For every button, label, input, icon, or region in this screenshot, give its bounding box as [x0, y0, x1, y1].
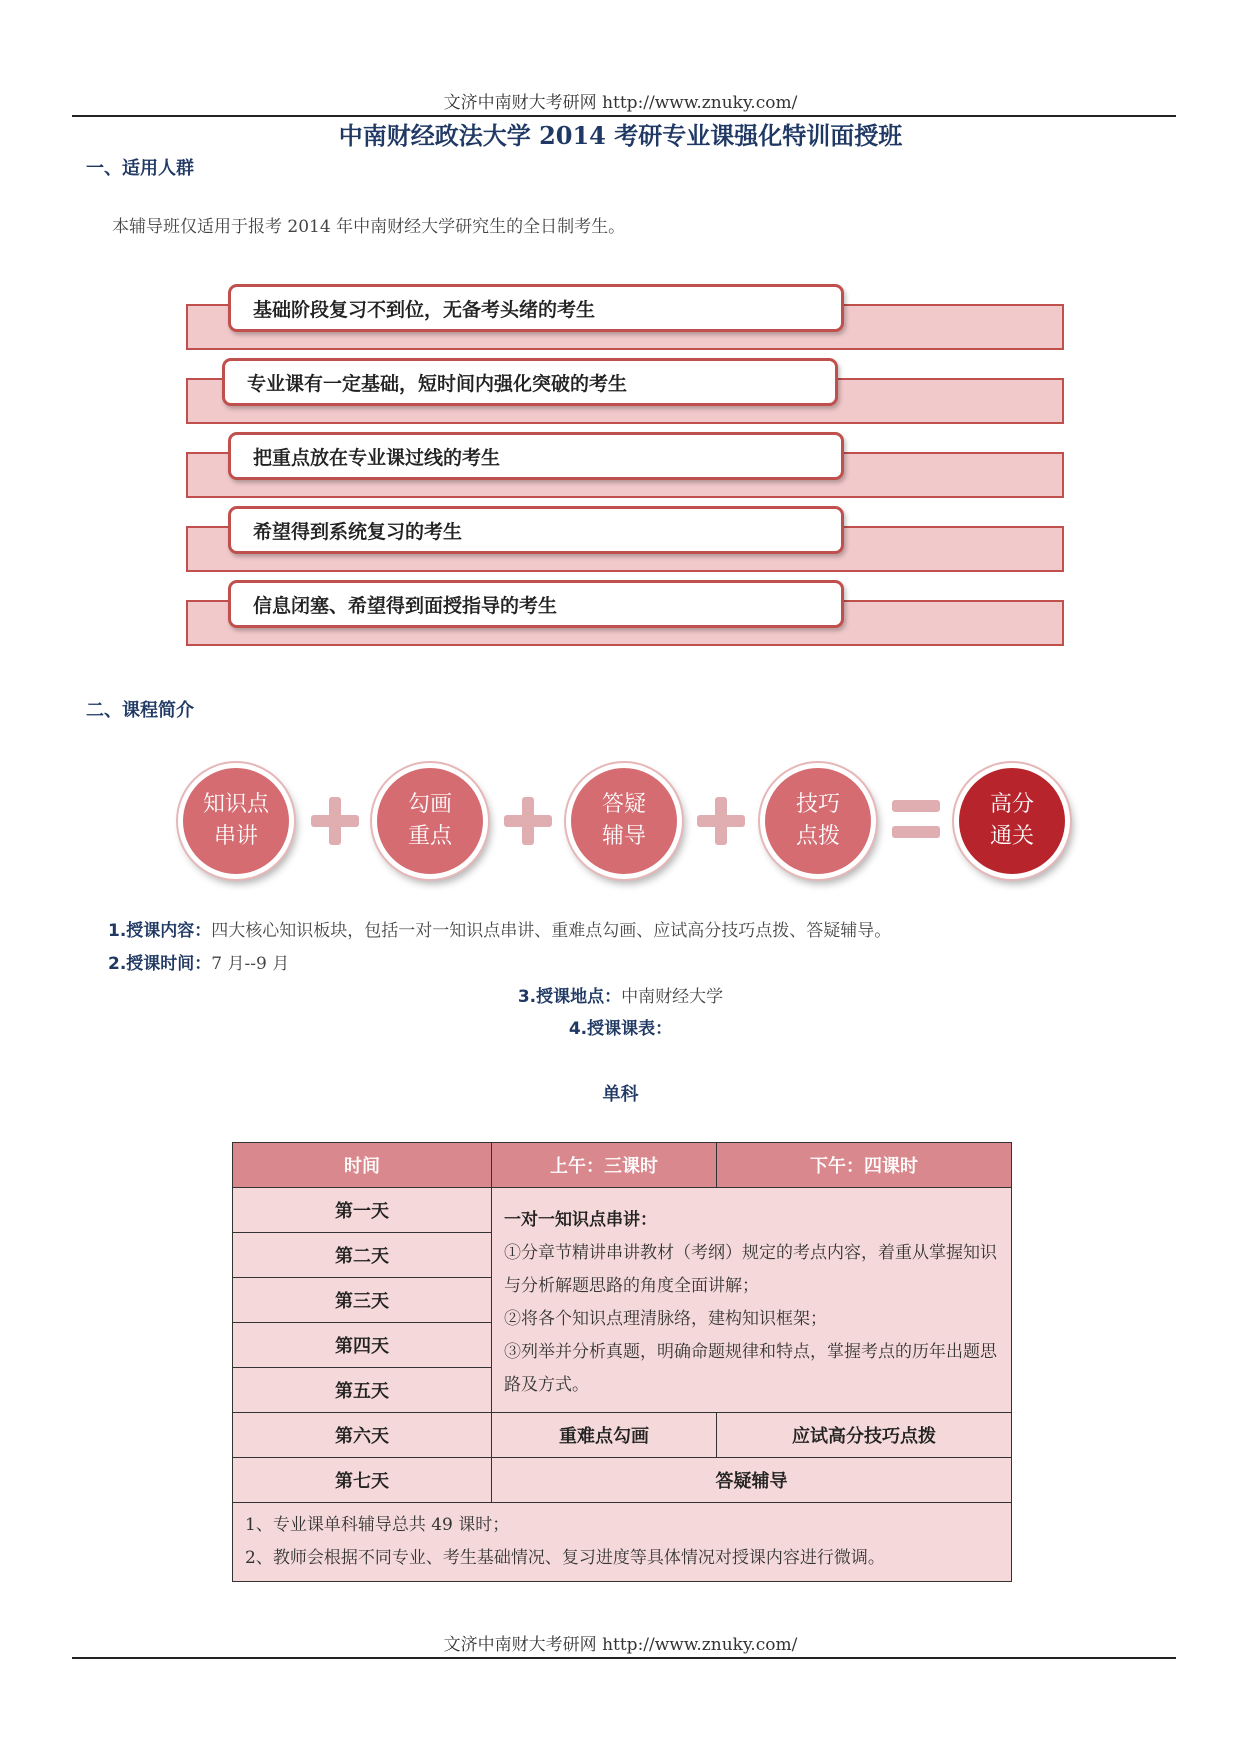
day-cell: 第四天: [233, 1323, 492, 1368]
footer-rule: [72, 1657, 1176, 1659]
info-schedule: [0, 1014, 1241, 1039]
formula-circle-line1: 勾画: [407, 792, 452, 817]
formula-circle-line2: 点拨: [795, 824, 840, 849]
column-header: 上午：三课时: [492, 1143, 717, 1188]
day-cell: 第一天: [233, 1188, 492, 1233]
audience-item: 把重点放在专业课过线的考生: [228, 432, 844, 480]
content-line: ③列举并分析真题，明确命题规律和特点，掌握考点的历年出题思路及方式。: [504, 1342, 997, 1395]
page-footer-text: 文济中南财大考研网 http://www.znuky.com/: [443, 1635, 798, 1655]
page-title: 中南财经政法大学 2014 考研专业课强化特训面授班: [338, 121, 903, 150]
table-row: [233, 1188, 1012, 1233]
day-cell: 第二天: [233, 1233, 492, 1278]
audience-item: 专业课有一定基础，短时间内强化突破的考生: [222, 358, 838, 406]
lecture-content-cell: [492, 1188, 1012, 1413]
content-line: ②将各个知识点理清脉络，建构知识框架；: [504, 1309, 827, 1329]
table-title: 单科: [602, 1084, 639, 1105]
content-line: ①分章节精讲串讲教材（考纲）规定的考点内容，着重从掌握知识与分析解题思路的角度全面讲解；: [504, 1243, 997, 1296]
section-heading-course: 二、课程简介: [86, 700, 194, 721]
schedule-table: [232, 1142, 1012, 1582]
audience-item: 信息闭塞、希望得到面授指导的考生: [228, 580, 844, 628]
table-row: [233, 1413, 1012, 1458]
notes-cell: [233, 1503, 1012, 1582]
equals-icon: [892, 800, 940, 840]
info-time: [108, 949, 289, 974]
info-label: 3.授课地点：: [517, 987, 622, 1007]
info-value: 中南财经大学: [621, 987, 724, 1007]
formula-circle-line1: 知识点: [202, 792, 269, 817]
day-cell: 第七天: [233, 1458, 492, 1503]
page-header-text: 文济中南财大考研网 http://www.znuky.com/: [443, 93, 798, 113]
note-line: 1、专业课单科辅导总共 49 课时；: [245, 1515, 510, 1535]
formula-circle: [372, 763, 488, 879]
audience-item: 基础阶段复习不到位，无备考头绪的考生: [228, 284, 844, 332]
column-header: 下午：四课时: [717, 1143, 1012, 1188]
plus-icon: [504, 797, 552, 845]
formula-circle-line1: 技巧: [795, 792, 840, 817]
column-header: 时间: [233, 1143, 492, 1188]
formula-circle-result: [954, 763, 1070, 879]
table-notes-row: [233, 1503, 1012, 1582]
section-heading-audience: 一、适用人群: [86, 158, 194, 179]
day-cell: 第五天: [233, 1368, 492, 1413]
day6-afternoon-cell: 应试高分技巧点拨: [717, 1413, 1012, 1458]
info-content: [108, 916, 891, 941]
formula-circle-line2: 辅导: [601, 824, 646, 849]
audience-item: 希望得到系统复习的考生: [228, 506, 844, 554]
formula-circle-line2: 通关: [989, 824, 1034, 849]
day7-cell: 答疑辅导: [492, 1458, 1012, 1503]
info-label: 4.授课课表：: [568, 1019, 673, 1039]
day-cell: 第六天: [233, 1413, 492, 1458]
table-row: [233, 1458, 1012, 1503]
plus-icon: [697, 797, 745, 845]
formula-circle: [178, 763, 294, 879]
formula-circle-line1: 答疑: [601, 792, 646, 817]
audience-paragraph: 本辅导班仅适用于报考 2014 年中南财经大学研究生的全日制考生。: [112, 217, 626, 237]
formula-circle-line2: 重点: [407, 824, 452, 849]
day-cell: 第三天: [233, 1278, 492, 1323]
info-location: [0, 982, 1241, 1007]
formula-circle-line2: 串讲: [213, 824, 258, 849]
day6-morning-cell: 重难点勾画: [492, 1413, 717, 1458]
info-label: 1.授课内容：: [108, 921, 212, 941]
note-line: 2、教师会根据不同专业、考生基础情况、复习进度等具体情况对授课内容进行微调。: [245, 1548, 885, 1568]
formula-circle: [760, 763, 876, 879]
table-header-row: [233, 1143, 1012, 1188]
formula-circle-line1: 高分: [989, 792, 1034, 817]
plus-icon: [311, 797, 359, 845]
info-label: 2.授课时间：: [108, 954, 212, 974]
info-value: 四大核心知识板块，包括一对一知识点串讲、重难点勾画、应试高分技巧点拨、答疑辅导。: [211, 921, 892, 941]
info-value: 7 月--9 月: [211, 954, 290, 974]
content-lead: 一对一知识点串讲：: [504, 1210, 657, 1230]
formula-circle: [566, 763, 682, 879]
